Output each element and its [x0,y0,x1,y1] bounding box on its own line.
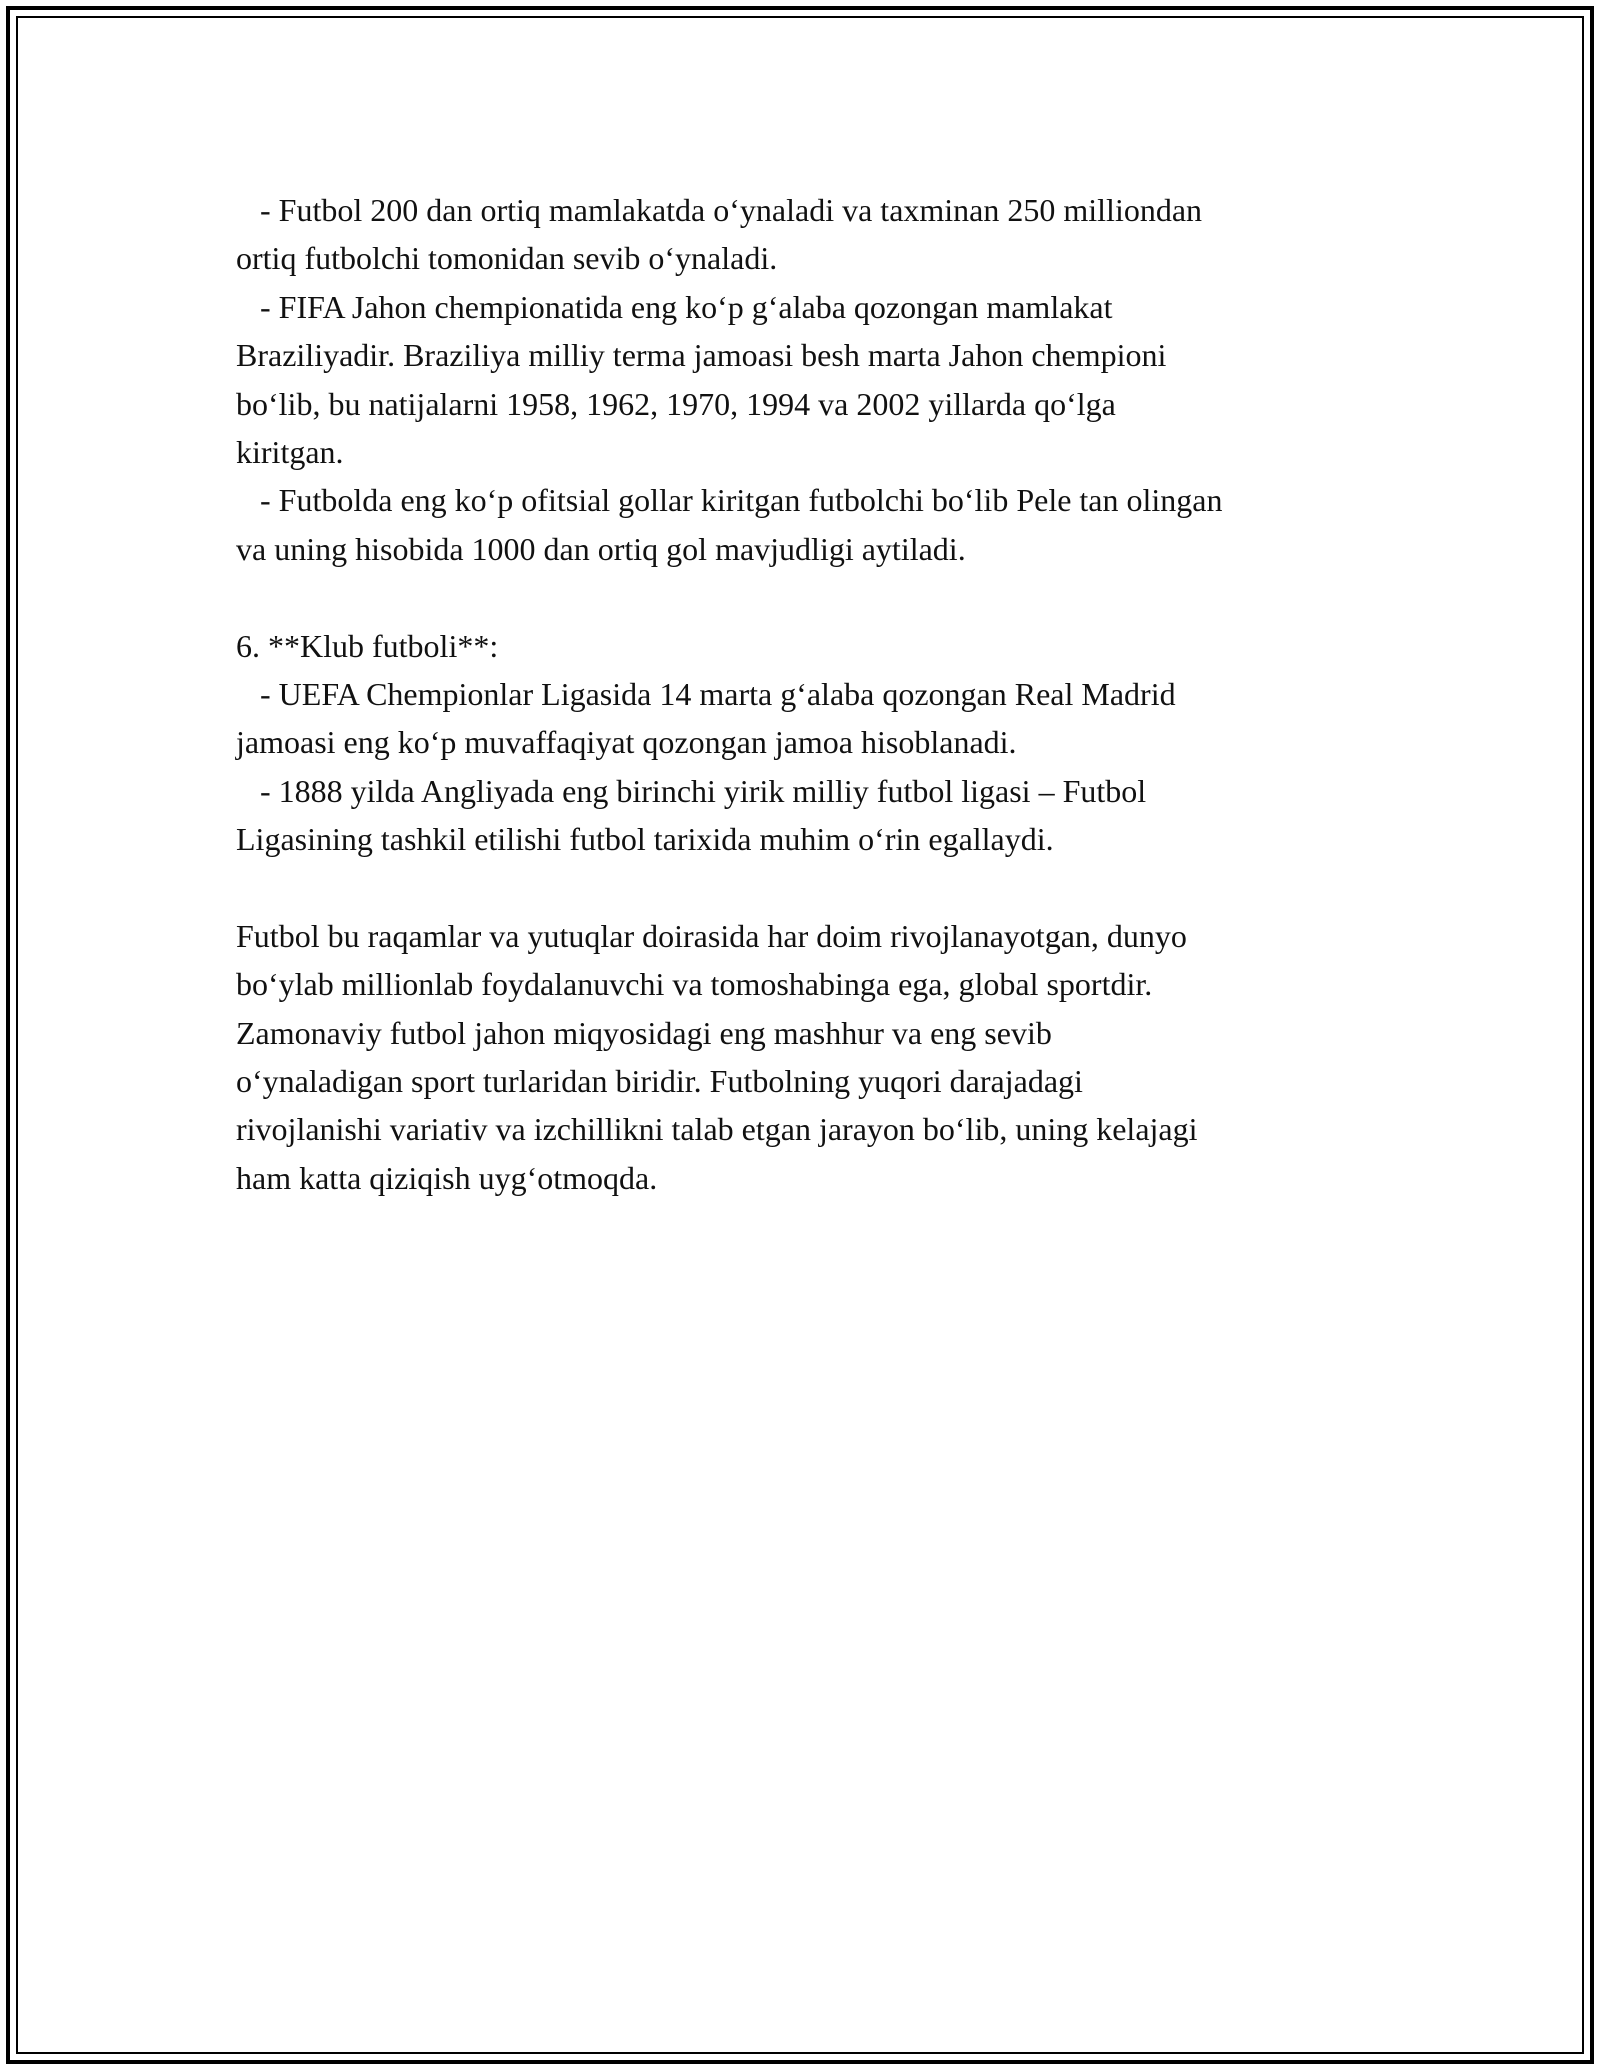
text-line: - Futbol 200 dan ortiq mamlakatda o‘ynaladi va taxminan 250 milliondan [236,192,1203,228]
text-line: kiritgan. [236,433,344,470]
section-heading: 6. **Klub futboli**: [236,627,499,664]
paragraph-spacer [236,863,1376,911]
text-line: bo‘ylab millionlab foydalanuvchi va tomoshabinga ega, global sportdir. [236,966,1153,1003]
text-line: rivojlanishi variativ va izchillikni talab etgan jarayon bo‘lib, uning kelajagi [236,1111,1198,1148]
text-line: - UEFA Chempionlar Ligasida 14 marta g‘alaba qozongan Real Madrid [236,675,1176,712]
text-line: o‘ynaladigan sport turlaridan biridir. Futbolning yuqori darajadagi [236,1063,1083,1100]
text-line: va uning hisobida 1000 dan ortiq gol mavjudligi aytiladi. [236,530,966,567]
text-line: Braziliyadir. Braziliya milliy terma jamoasi besh marta Jahon chempioni [236,337,1167,374]
text-line: jamoasi eng ko‘p muvaffaqiyat qozongan jamoa hisoblanadi. [236,724,1017,761]
text-line: - 1888 yilda Angliyada eng birinchi yirik milliy futbol ligasi – Futbol [236,772,1147,809]
text-line: - FIFA Jahon chempionatida eng ko‘p g‘alaba qozongan mamlakat [236,288,1113,325]
text-line: - Futbolda eng ko‘p ofitsial gollar kiritgan futbolchi bo‘lib Pele tan olingan [236,482,1223,519]
text-line: Futbol bu raqamlar va yutuqlar doirasida har doim rivojlanayotgan, dunyo [236,917,1187,954]
text-line: Ligasining tashkil etilishi futbol tarixida muhim o‘rin egallaydi. [236,821,1054,858]
text-line: ortiq futbolchi tomonidan sevib o‘ynaladi. [236,240,778,277]
text-line: bo‘lib, bu natijalarni 1958, 1962, 1970, 1994 va 2002 yillarda qo‘lga [236,385,1116,422]
text-line: Zamonaviy futbol jahon miqyosidagi eng mashhur va eng sevib [236,1014,1052,1051]
section-club-football [236,622,1376,864]
paragraph-spacer [236,573,1376,621]
text-line: ham katta qiziqish uyg‘otmoqda. [236,1159,658,1196]
document-body [236,186,1376,1202]
paragraph-conclusion [236,912,1376,1202]
paragraph-football-facts [236,186,1376,573]
